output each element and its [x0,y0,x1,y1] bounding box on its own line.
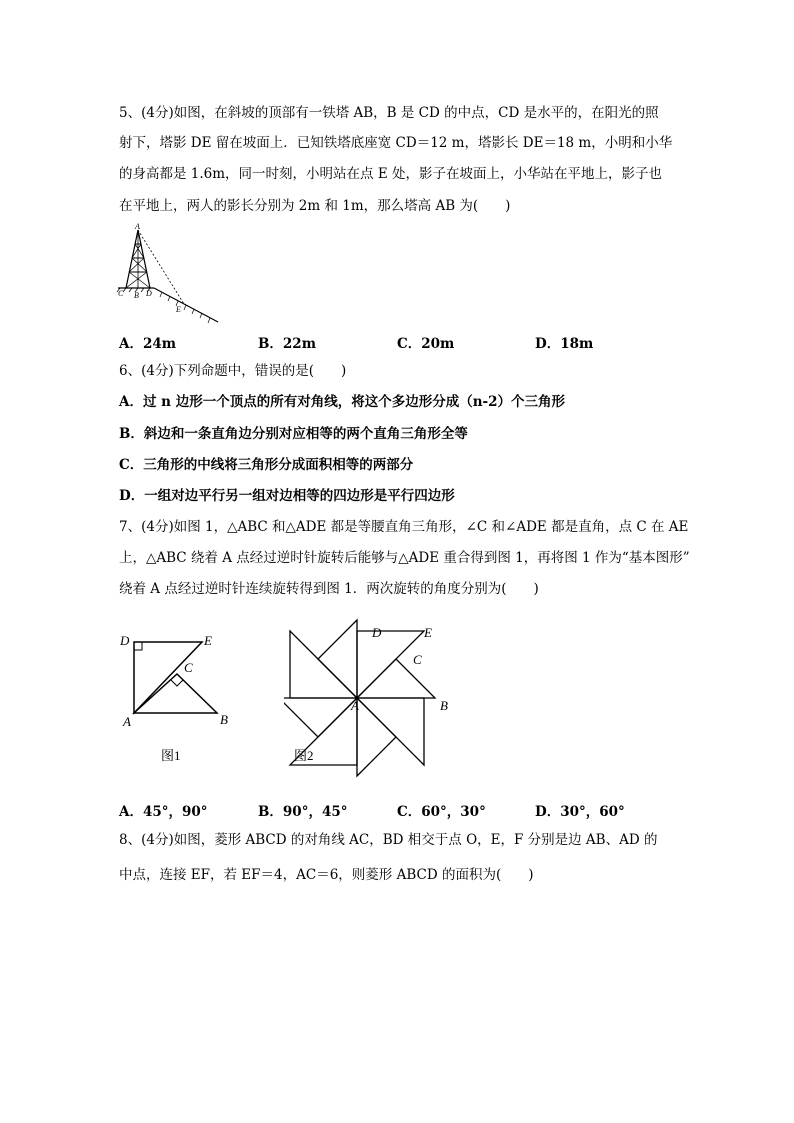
fig2-label-b: B [440,698,448,713]
q6-option-b: B．斜边和一条直角边分别对应相等的两个直角三角形全等 [119,426,468,442]
q6-option-d: D．一组对边平行另一组对边相等的四边形是平行四边形 [119,488,455,504]
fig2-caption: 图2 [294,748,314,763]
q7-figure-2 [284,606,469,786]
fig1-label-a: A [123,714,131,729]
q7-line-1: 7、(4分)如图 1，△ABC 和△ADE 都是等腰直角三角形，∠C 和∠ADE 都是直角，点 C 在 AE [119,519,689,535]
q7-option-a: A．45°，90° [119,804,208,820]
q7-option-c: C．60°，30° [397,804,486,820]
fig2-label-d: D [372,625,382,640]
q7-line-2: 上，△ABC 绕着 A 点经过逆时针旋转后能够与△ADE 重合得到图 1，再将图 1 作为“基本图形” [119,550,690,566]
q5-option-c: C．20m [397,336,455,352]
q5-tower-figure [116,222,224,324]
q5-option-d: D．18m [535,336,594,352]
q8-line-1: 8、(4分)如图，菱形 ABCD 的对角线 AC，BD 相交于点 O，E，F 分别是边 AB、AD 的 [119,832,658,848]
q7-figure-1 [115,628,245,768]
q5-label-b: B [134,291,139,300]
fig1-label-e: E [204,633,212,648]
q5-label-e: E [176,305,181,314]
q6-stem: 6、(4分)下列命题中，错误的是( ) [119,363,347,379]
q5-label-a: A [135,222,140,231]
q5-line-1: 5、(4分)如图，在斜坡的顶部有一铁塔 AB，B 是 CD 的中点，CD 是水平的，在阳光的照 [119,105,659,121]
q5-option-a: A．24m [119,336,177,352]
q5-line-3: 的身高都是 1.6m，同一时刻，小明站在点 E 处，影子在坡面上，小华站在平地上，影子也 [119,166,662,182]
q5-line-2: 射下，塔影 DE 留在坡面上．已知铁塔底座宽 CD＝12 m，塔影长 DE＝18 m，小明和小华 [119,135,673,151]
fig1-label-b: B [220,712,228,727]
fig1-label-c: C [184,660,193,675]
fig1-label-d: D [120,633,130,648]
q7-option-b: B．90°，45° [258,804,348,820]
fig1-caption: 图1 [161,748,181,763]
q7-line-3: 绕着 A 点经过逆时针连续旋转得到图 1．两次旋转的角度分别为( ) [119,581,539,597]
q5-line-4: 在平地上，两人的影长分别为 2m 和 1m，那么塔高 AB 为( ) [119,198,511,214]
fig2-label-c: C [413,652,422,667]
q8-line-2: 中点，连接 EF，若 EF＝4，AC＝6，则菱形 ABCD 的面积为( ) [119,867,534,883]
q6-option-a: A．过 n 边形一个顶点的所有对角线，将这个多边形分成（n-2）个三角形 [119,394,566,410]
q5-label-d: D [146,289,152,298]
q7-option-d: D．30°，60° [535,804,625,820]
fig2-label-a: A [351,698,359,713]
q6-option-c: C．三角形的中线将三角形分成面积相等的两部分 [119,457,414,473]
fig2-label-e: E [424,625,432,640]
q5-option-b: B．22m [258,336,316,352]
q5-label-c: C [118,289,124,298]
